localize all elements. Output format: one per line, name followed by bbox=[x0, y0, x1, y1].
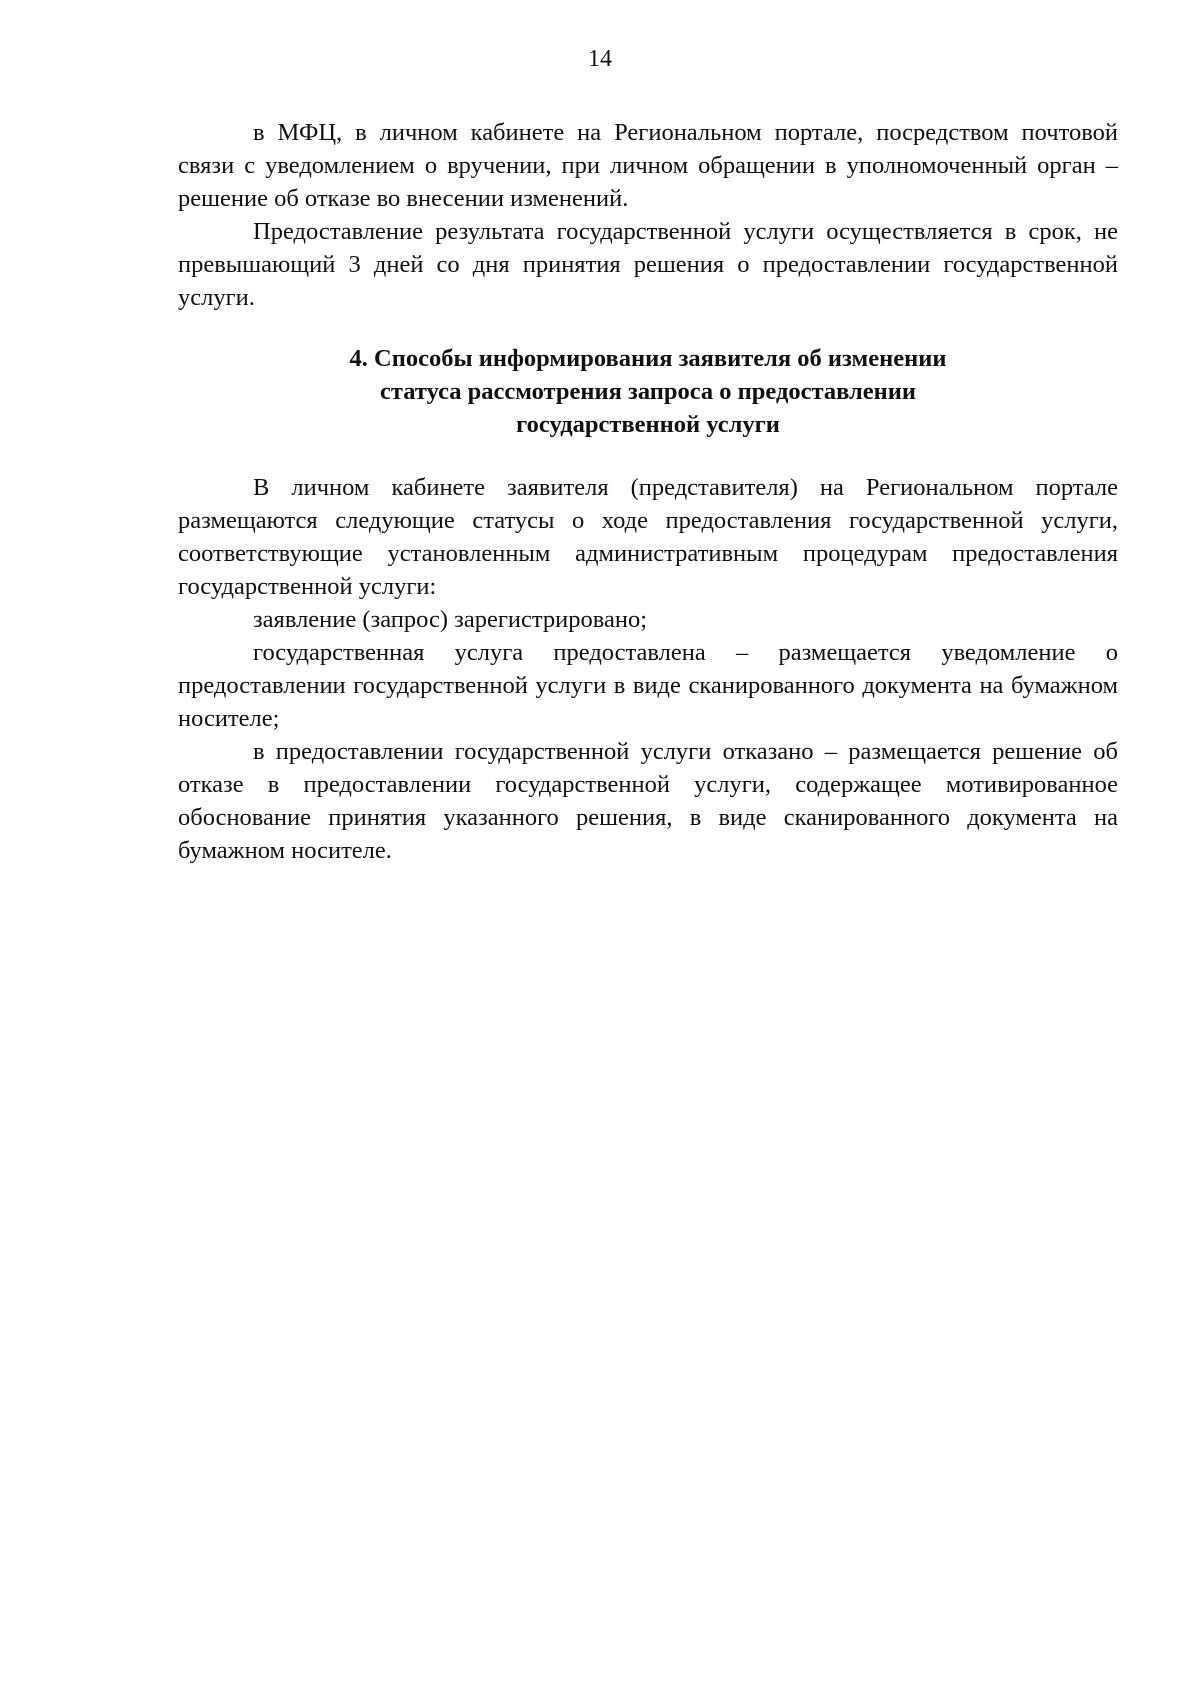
section-heading-line-1: 4. Способы информирования заявителя об изменении bbox=[349, 345, 947, 372]
paragraph-statuses-intro: В личном кабинете заявителя (представителя) на Региональном портале размещаются следующие статусы о ходе предоставления государственной услуги, соответствующие установленным административным процедурам предоставления государственной услуги: bbox=[178, 474, 1118, 600]
document-body bbox=[178, 116, 1118, 867]
status-item-registered: заявление (запрос) зарегистрировано; bbox=[253, 606, 648, 633]
paragraph-continuation: в МФЦ, в личном кабинете на Региональном портале, посредством почтовой связи с уведомлением о вручении, при личном обращении в уполномоченный орган – решение об отказе во внесении изменений. bbox=[178, 119, 1118, 212]
section-heading-line-2: статуса рассмотрения запроса о предоставлении bbox=[380, 378, 916, 405]
paragraph-result-deadline: Предоставление результата государственной услуги осуществляется в срок, не превышающий 3 дней со дня принятия решения о предоставлении государственной услуги. bbox=[178, 218, 1118, 311]
status-item-refused: в предоставлении государственной услуги отказано – размещается решение об отказе в предоставлении государственной услуги, содержащее мотивированное обоснование принятия указанного решения, в виде сканированного документа на бумажном носителе. bbox=[178, 738, 1118, 864]
section-heading-line-3: государственной услуги bbox=[516, 411, 780, 438]
page-number: 14 bbox=[588, 46, 612, 72]
status-item-provided: государственная услуга предоставлена – размещается уведомление о предоставлении государственной услуги в виде сканированного документа на бумажном носителе; bbox=[178, 639, 1118, 732]
section-heading bbox=[178, 342, 1118, 441]
